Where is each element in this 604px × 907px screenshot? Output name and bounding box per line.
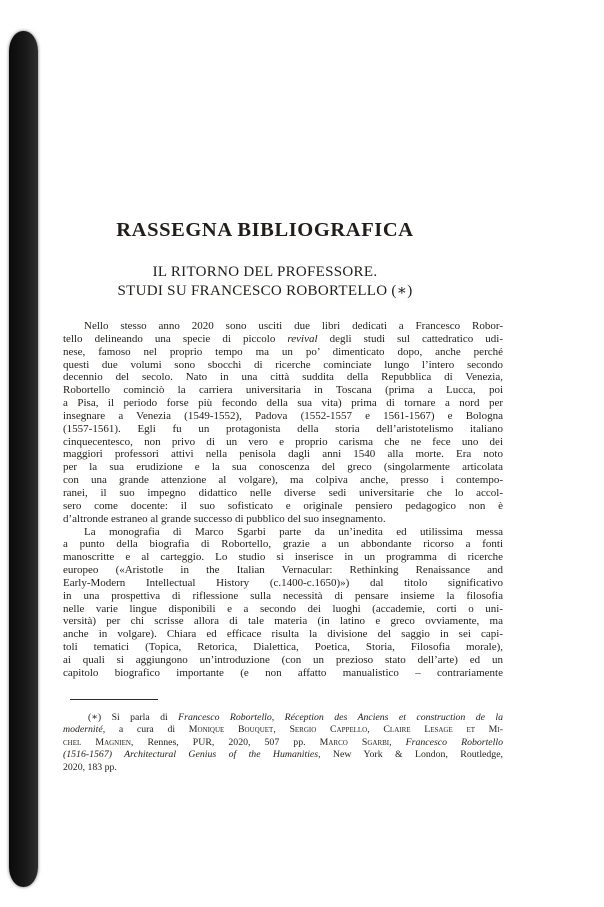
text-line: 2020, 183 pp. — [63, 761, 117, 773]
text-line: insegnare a Venezia (1549-1552), Padova (1552-1557 e 1561-1567) e Bologna — [63, 409, 503, 422]
text-line: in una prospettiva di riflessione sulla necessità di pensare insieme la filosofia — [63, 589, 503, 602]
footnote — [63, 712, 503, 774]
smallcaps-text: chel Magnien — [63, 736, 131, 748]
article-title-line-2: STUDI SU FRANCESCO ROBORTELLO (∗) — [117, 283, 413, 299]
text-line: modernité, a cura di Monique Bouquet, Sergio Cappello, Claire Lesage et Mi- — [63, 724, 503, 736]
text-line: anche in volgare). Chiara ed efficace risulta la divisione del saggio in sei capi- — [63, 628, 503, 641]
text-line: chel Magnien, Rennes, PUR, 2020, 507 pp. Marco Sgarbi, Francesco Robortello — [63, 736, 503, 748]
smallcaps-text: Marco Sgarbi — [319, 736, 390, 748]
text-line: ai quali si aggiungono un’introduzione (con un prezioso stato dell’arte) ed un — [63, 653, 503, 666]
article-body — [63, 320, 503, 680]
text-line: per la sua erudizione e la sua conoscenza del greco (singolarmente articolata — [63, 461, 503, 474]
text-line: La monografia di Marco Sgarbi parte da un’inedita ed utilissima messa — [84, 525, 503, 538]
text-line: nese, famoso nel proprio tempo ma un po’ dimenticato dopo, anche perché — [63, 345, 503, 358]
smallcaps-text: Monique Bouquet, Sergio Cappello, Claire Lesage et Mi- — [188, 724, 503, 736]
paragraph — [63, 320, 503, 526]
text-line: maggiori professori attivi nella penisola dagli anni 1540 alla morte. Era noto — [63, 448, 503, 461]
text-line: sero come docente: il suo sofisticato e originale pensiero pedagogico non è — [63, 499, 503, 512]
text-line: versità) per chi scrisse allora di tale materia (in latino e greco ovviamente, ma — [63, 615, 503, 628]
article-title — [45, 263, 485, 301]
footnote-separator — [70, 699, 158, 700]
article-title-line-1: IL RITORNO DEL PROFESSORE. — [152, 264, 378, 280]
text-line: manoscritte e al carteggio. Lo studio si inserisce in un programma di ricerche — [63, 551, 503, 564]
paragraph — [63, 526, 503, 680]
text-line: con una grande attenzione al volgare), ma colpiva anche, presso i contempo- — [63, 474, 503, 487]
italic-text: Francesco Robortello, Réception des Anciens et construction de la — [178, 712, 503, 723]
italic-text: modernité — [63, 724, 103, 736]
text-line: Robortello cominciò la carriera universitaria in Toscana (prima a Lucca, poi — [63, 384, 503, 397]
text-line: ranei, il suo impegno didattico nelle diverse sedi universitarie che lo accol- — [63, 486, 503, 499]
text-line: capitolo biografico importante (e non affatto manualistico – contrariamente — [63, 666, 503, 679]
text-line: cinquecentesco, non privo di un vero e proprio carisma che ne fece uno dei — [63, 435, 503, 448]
text-line: toli tematici (Topica, Retorica, Dialettica, Poetica, Storia, Filosofia morale), — [63, 641, 503, 654]
text-line: a Pisa, il periodo forse più fecondo della sua vita) prima di tornare a nord per — [63, 397, 503, 410]
text-line: (1557-1561). Egli fu un protagonista della storia dell’aristotelismo italiano — [63, 422, 503, 435]
text-line: d’altronde estraneo al grande successo di pubblico del suo insegnamento. — [63, 512, 386, 525]
text-line: tello delineando una specie di piccolo revival degli studi sul cattedratico udi- — [63, 332, 504, 345]
italic-text: Francesco Robortello — [405, 736, 503, 748]
text-line: Early-Modern Intellectual History (c.1400-c.1650)») dal titolo significativo — [63, 576, 503, 589]
text-line: a punto della biografia di Robortello, grazie a un abbondante ricorso a fonti — [63, 538, 503, 551]
italic-text: revival — [287, 332, 318, 345]
text-line: europeo («Aristotle in the Italian Vernacular: Rethinking Renaissance and — [63, 564, 503, 577]
text-line: nelle varie lingue disponibili e a secondo dei luoghi (accademie, corti o uni- — [63, 602, 503, 615]
text-line: questi due volumi sono sbocchi di ricerche cominciate lungo l’intero secondo — [63, 358, 503, 371]
text-line: decennio del secolo. Nato in una città suddita della Repubblica di Venezia, — [63, 371, 503, 384]
scan-gutter-shadow — [9, 31, 38, 887]
text-line: (∗) Si parla di Francesco Robortello, Réception des Anciens et construction de la — [88, 712, 503, 723]
text-line: (1516-1567) Architectural Genius of the Humanities, New York & London, Routledge, — [63, 749, 503, 761]
section-title: RASSEGNA BIBLIOGRAFICA — [116, 219, 414, 241]
italic-text: (1516-1567) Architectural Genius of the Humanities — [63, 749, 319, 761]
text-line: Nello stesso anno 2020 sono usciti due libri dedicati a Francesco Robor- — [84, 320, 503, 332]
